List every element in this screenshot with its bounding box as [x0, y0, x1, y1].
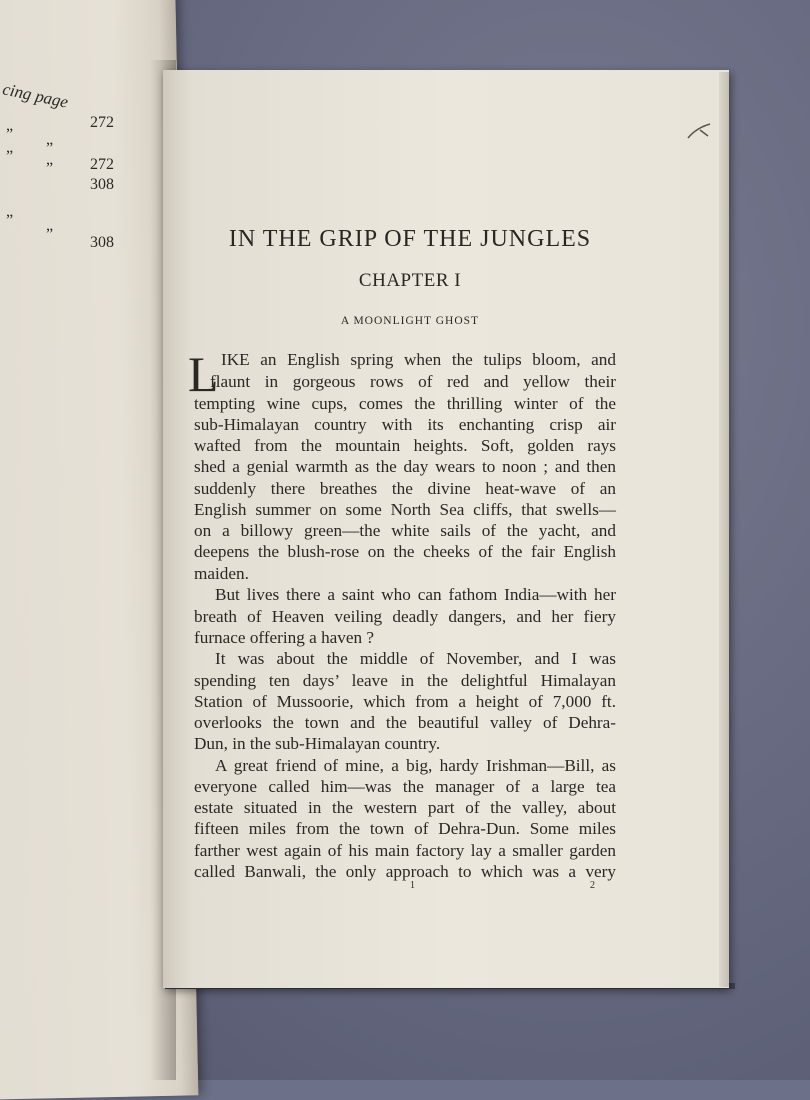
text-line: A great friend of mine, a big, hardy Irishman—Bill, as	[215, 756, 616, 775]
text-line: sub-Himalayan country with its enchanting crisp air	[194, 415, 616, 434]
text-line: wafted from the mountain heights. Soft, golden rays	[194, 436, 616, 455]
left-page-number: 272	[90, 156, 114, 173]
text-line: suddenly there breathes the divine heat-wave of an	[194, 479, 616, 498]
text-line: farther west again of his main factory lay a smaller garden	[194, 841, 616, 860]
signature-mark: 1	[410, 880, 415, 891]
text-line: But lives there a saint who can fathom India—with her	[215, 585, 616, 604]
signature-mark: 2	[590, 880, 595, 891]
text-line: estate situated in the western part of the valley, about	[194, 798, 616, 817]
text-line: IKE an English spring when the tulips bloom, and	[221, 350, 616, 369]
text-line: tempting wine cups, comes the thrilling winter of the	[194, 394, 616, 413]
left-page-ditto: ”	[6, 148, 14, 165]
text-line: Station of Mussoorie, which from a height of 7,000 ft.	[194, 692, 616, 711]
text-line: maiden.	[194, 564, 249, 583]
left-page-ditto: ”	[6, 126, 14, 143]
left-page-number: 308	[90, 234, 114, 251]
text-line: flaunt in gorgeous rows of red and yellow their	[210, 372, 616, 391]
text-line: fifteen miles from the town of Dehra-Dun. Some miles	[194, 819, 616, 838]
text-line: breath of Heaven veiling deadly dangers, and her fiery	[194, 607, 616, 626]
text-line: on a billowy green—the white sails of the yacht, and	[194, 521, 616, 540]
left-page-ditto: ”	[46, 140, 54, 157]
text-line: It was about the middle of November, and I was	[215, 649, 616, 668]
left-page-ditto: ”	[46, 160, 54, 177]
left-page-ditto: ”	[6, 212, 14, 229]
page-edge	[719, 72, 729, 987]
page-corner-crease	[686, 116, 714, 142]
chapter-heading: CHAPTER I	[358, 270, 462, 291]
text-line: overlooks the town and the beautiful valley of Dehra-	[194, 713, 616, 732]
left-page-header: cing page	[0, 79, 70, 112]
text-line: everyone called him—was the manager of a large tea	[194, 777, 616, 796]
chapter-subtitle: A MOONLIGHT GHOST	[340, 315, 480, 327]
text-line: shed a genial warmth as the day wears to noon ; and then	[194, 457, 616, 476]
text-line: spending ten days’ leave in the delightful Himalayan	[194, 671, 616, 690]
book-title: IN THE GRIP OF THE JUNGLES	[228, 226, 592, 252]
left-page-number: 272	[90, 114, 114, 131]
text-line: deepens the blush-rose on the cheeks of the fair English	[194, 542, 616, 561]
text-line: furnace offering a haven ?	[194, 628, 375, 647]
text-line: called Banwali, the only approach to which was a very	[194, 862, 616, 881]
left-page-ditto: ”	[46, 226, 54, 243]
left-page-number: 308	[90, 176, 114, 193]
drop-cap: L	[188, 346, 219, 402]
text-line: Dun, in the sub-Himalayan country.	[194, 734, 441, 753]
text-line: English summer on some North Sea cliffs, that swells—	[194, 500, 616, 519]
